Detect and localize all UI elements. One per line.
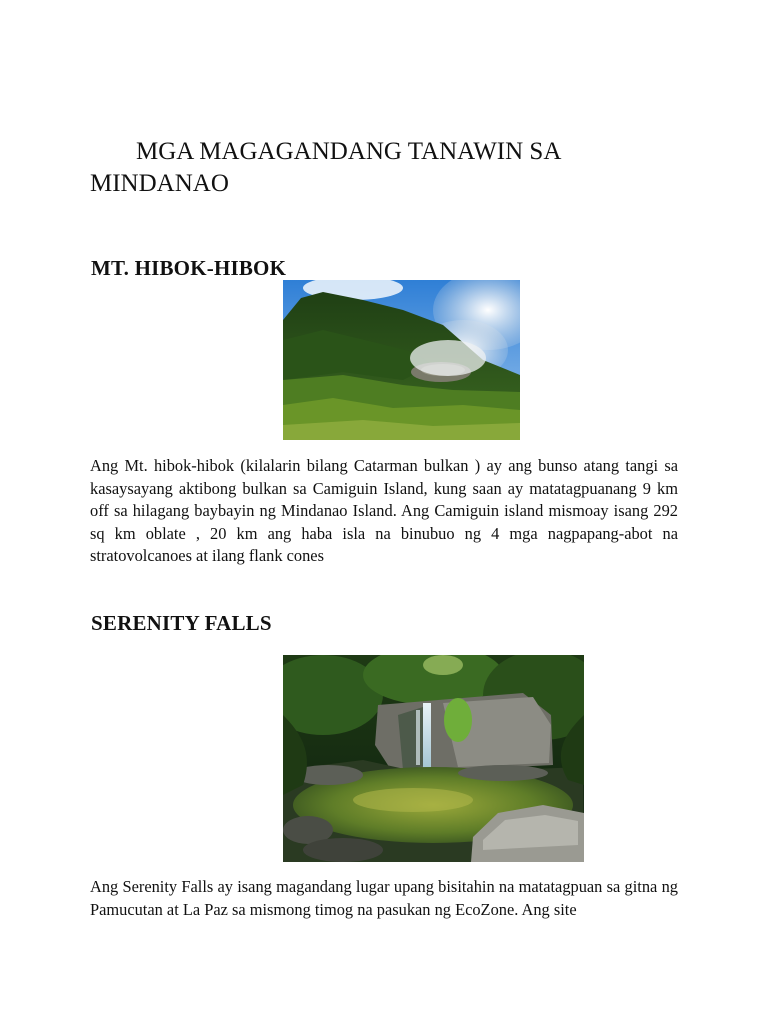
- section-heading-hibok-hibok: MT. HIBOK-HIBOK: [91, 256, 287, 280]
- document-title: MGA MAGAGANDANG TANAWIN SA MINDANAO: [90, 138, 561, 197]
- waterfall-pool-photo: [283, 655, 584, 862]
- section-paragraph-hibok-hibok: Ang Mt. hibok-hibok (kilalarin bilang Catarman bulkan ) ay ang bunso atang tangi sa kasaysayang aktibong bulkan sa Camiguin Island, kung saan ay matatagpuanang 9 km off sa hilagang baybayin ng Mindanao Island. Ang Camiguin island mismoay isang 292 sq km oblate , 20 km ang haba isla na binubuo ng 4 mga nagpapang-abot na stratovolcanoes at ilang flank cones: [90, 456, 678, 566]
- section-heading-serenity-falls: SERENITY FALLS: [91, 611, 272, 635]
- volcano-crater-photo: [283, 280, 520, 440]
- section-paragraph-serenity-falls: Ang Serenity Falls ay isang magandang lugar upang bisitahin na matatagpuan sa gitna ng Pamucutan at La Paz sa mismong timog na pasukan ng EcoZone. Ang site: [90, 877, 678, 919]
